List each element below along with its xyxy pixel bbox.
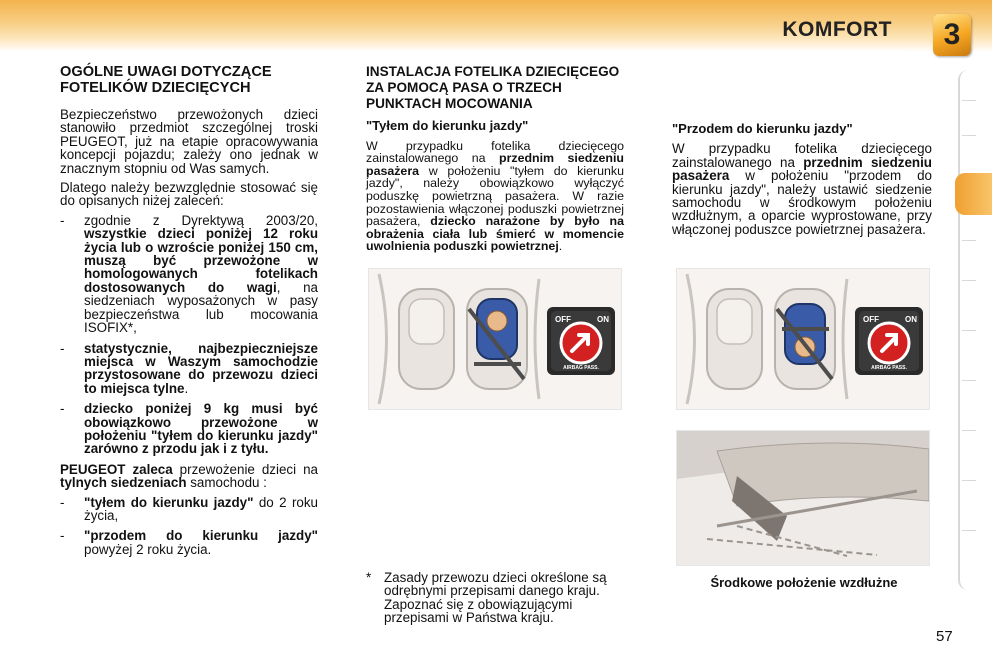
para-warning: dziecko narażone by było na obrażenia ciała lub śmierć w momencie uwolnienia poduszki powietrznej [366, 214, 625, 254]
chapter-tab-marker [962, 430, 976, 431]
chapter-tab-marker [962, 330, 976, 331]
chapter-tab-marker [962, 530, 976, 531]
rear-facing-paragraph [366, 140, 624, 253]
rule-item-rear-seats [60, 342, 318, 396]
rec-text: samochodu : [186, 475, 267, 491]
rear-facing-seat-illustration [368, 268, 622, 410]
forward-facing-subheading: "Przodem do kierunku jazdy" [672, 121, 853, 136]
chapter-tab-active[interactable] [955, 173, 992, 215]
footnote-text: Zasady przewozu dzieci określone są odrębnymi przepisami danego kraju. Zapoznać się z obowiązującymi przepisami w Państwa kraju. [384, 570, 607, 626]
switch-off-label: OFF [863, 315, 879, 324]
rec-item-emphasis: "przodem do kierunku jazdy" [84, 528, 318, 544]
para-emphasis: przednim siedzeniu pasażera [672, 154, 932, 184]
rule-text: , na siedzeniach wyposażonych w pasy bezpieczeństwa lub mocowania ISOFIX*, [84, 279, 318, 336]
chapter-number-badge: 3 [933, 14, 971, 56]
switch-airbag-label: AIRBAG PASS. [871, 365, 907, 371]
rec-emphasis: tylnych siedzeniach [60, 475, 187, 491]
rule-emphasis: wszystkie dzieci poniżej 12 roku życia lub o wzroście poniżej 150 cm, muszą być przewożone w homologowanych fotelikach dostosowanych do wagi [84, 226, 318, 295]
rec-brand: PEUGEOT zaleca [60, 461, 173, 477]
forward-facing-column [672, 122, 932, 242]
seat-rail-caption: Środkowe położenie wzdłużne [710, 575, 898, 590]
rec-item-forward-facing [60, 529, 318, 556]
para-emphasis: przednim siedzeniu pasażera [366, 151, 624, 178]
general-notes-column [60, 64, 318, 563]
para-text: W przypadku fotelika dziecięcego zainstalowanego na [366, 138, 624, 166]
chapter-tab-marker [962, 100, 976, 101]
rec-item-emphasis: "tyłem do kierunku jazdy" [84, 494, 254, 510]
rule-emphasis: statystycznie, najbezpieczniejsze miejsca w Waszym samochodzie przystosowane do przewozu dzieci to miejsca tylne [84, 340, 318, 396]
chapter-tab-marker [962, 135, 976, 136]
rec-item-rear-facing [60, 496, 318, 523]
instruction-paragraph: Dlatego należy bezwzględnie stosować się do opisanych niżej zaleceń: [60, 180, 318, 209]
rule-emphasis: dziecko poniżej 9 kg musi być obowiązkowo przewożone w położeniu "tyłem do kierunku jazdy" zarówno z przodu jak i z tyłu. [84, 401, 318, 457]
rule-text: . [184, 380, 189, 396]
para-text: w położeniu "przodem do kierunku jazdy", należy ustawić siedzenie samochodu w środkowym położeniu wzdłużnym, a oparcie wyprostowane, przy włączonej poduszce powietrznej pasażera. [672, 168, 932, 237]
switch-on-label: ON [597, 315, 609, 324]
rec-item-text: powyżej 2 roku życia. [84, 541, 212, 557]
three-point-belt-column [366, 64, 624, 259]
para-text: w położeniu "tyłem do kierunku jazdy", należy obowiązkowo wyłączyć poduszkę powietrzną pasażera. W razie pozostawienia włączonej poduszki powietrznej pasażera, [366, 163, 624, 229]
footnote-marker: * [366, 570, 372, 585]
rule-item-under-9kg [60, 402, 318, 456]
chapter-tab-marker [962, 380, 976, 381]
forward-facing-paragraph [672, 142, 932, 236]
switch-off-label: OFF [555, 315, 571, 324]
switch-on-label: ON [905, 315, 917, 324]
recommendation-paragraph [60, 463, 318, 490]
forward-facing-seat-illustration [676, 268, 930, 410]
switch-airbag-label: AIRBAG PASS. [563, 365, 599, 371]
rule-item-directive [60, 214, 318, 335]
installation-heading: INSTALACJA FOTELIKA DZIECIĘCEGO ZA POMOCĄ PASA O TRZECH PUNKTACH MOCOWANIA [366, 64, 620, 111]
chapter-title: KOMFORT [782, 18, 892, 41]
chapter-tab-marker [962, 240, 976, 241]
seat-rail-photo [676, 430, 930, 566]
general-notes-heading: OGÓLNE UWAGI DOTYCZĄCE FOTELIKÓW DZIECIĘCYCH [60, 64, 272, 96]
rec-text: przewożenie dzieci na [172, 461, 318, 477]
footnote [366, 571, 628, 625]
rule-text: zgodnie z Dyrektywą 2003/20, [84, 212, 318, 228]
intro-paragraph: Bezpieczeństwo przewożonych dzieci stanowiło przedmiot szczególnej troski PEUGEOT, już na etapie opracowywania koncepcji pojazdu; zależy ono jednak w znacznym stopniu od Was samych. [60, 107, 318, 176]
para-text: W przypadku fotelika dziecięcego zainstalowanego na [672, 141, 932, 170]
header-divider [0, 50, 905, 52]
chapter-tab-marker [962, 280, 976, 281]
chapter-tab-marker [962, 480, 976, 481]
page-number: 57 [936, 628, 953, 645]
rear-facing-subheading: "Tyłem do kierunku jazdy" [366, 118, 529, 133]
para-text: . [558, 239, 563, 254]
rec-item-text: do 2 roku życia, [84, 494, 318, 523]
